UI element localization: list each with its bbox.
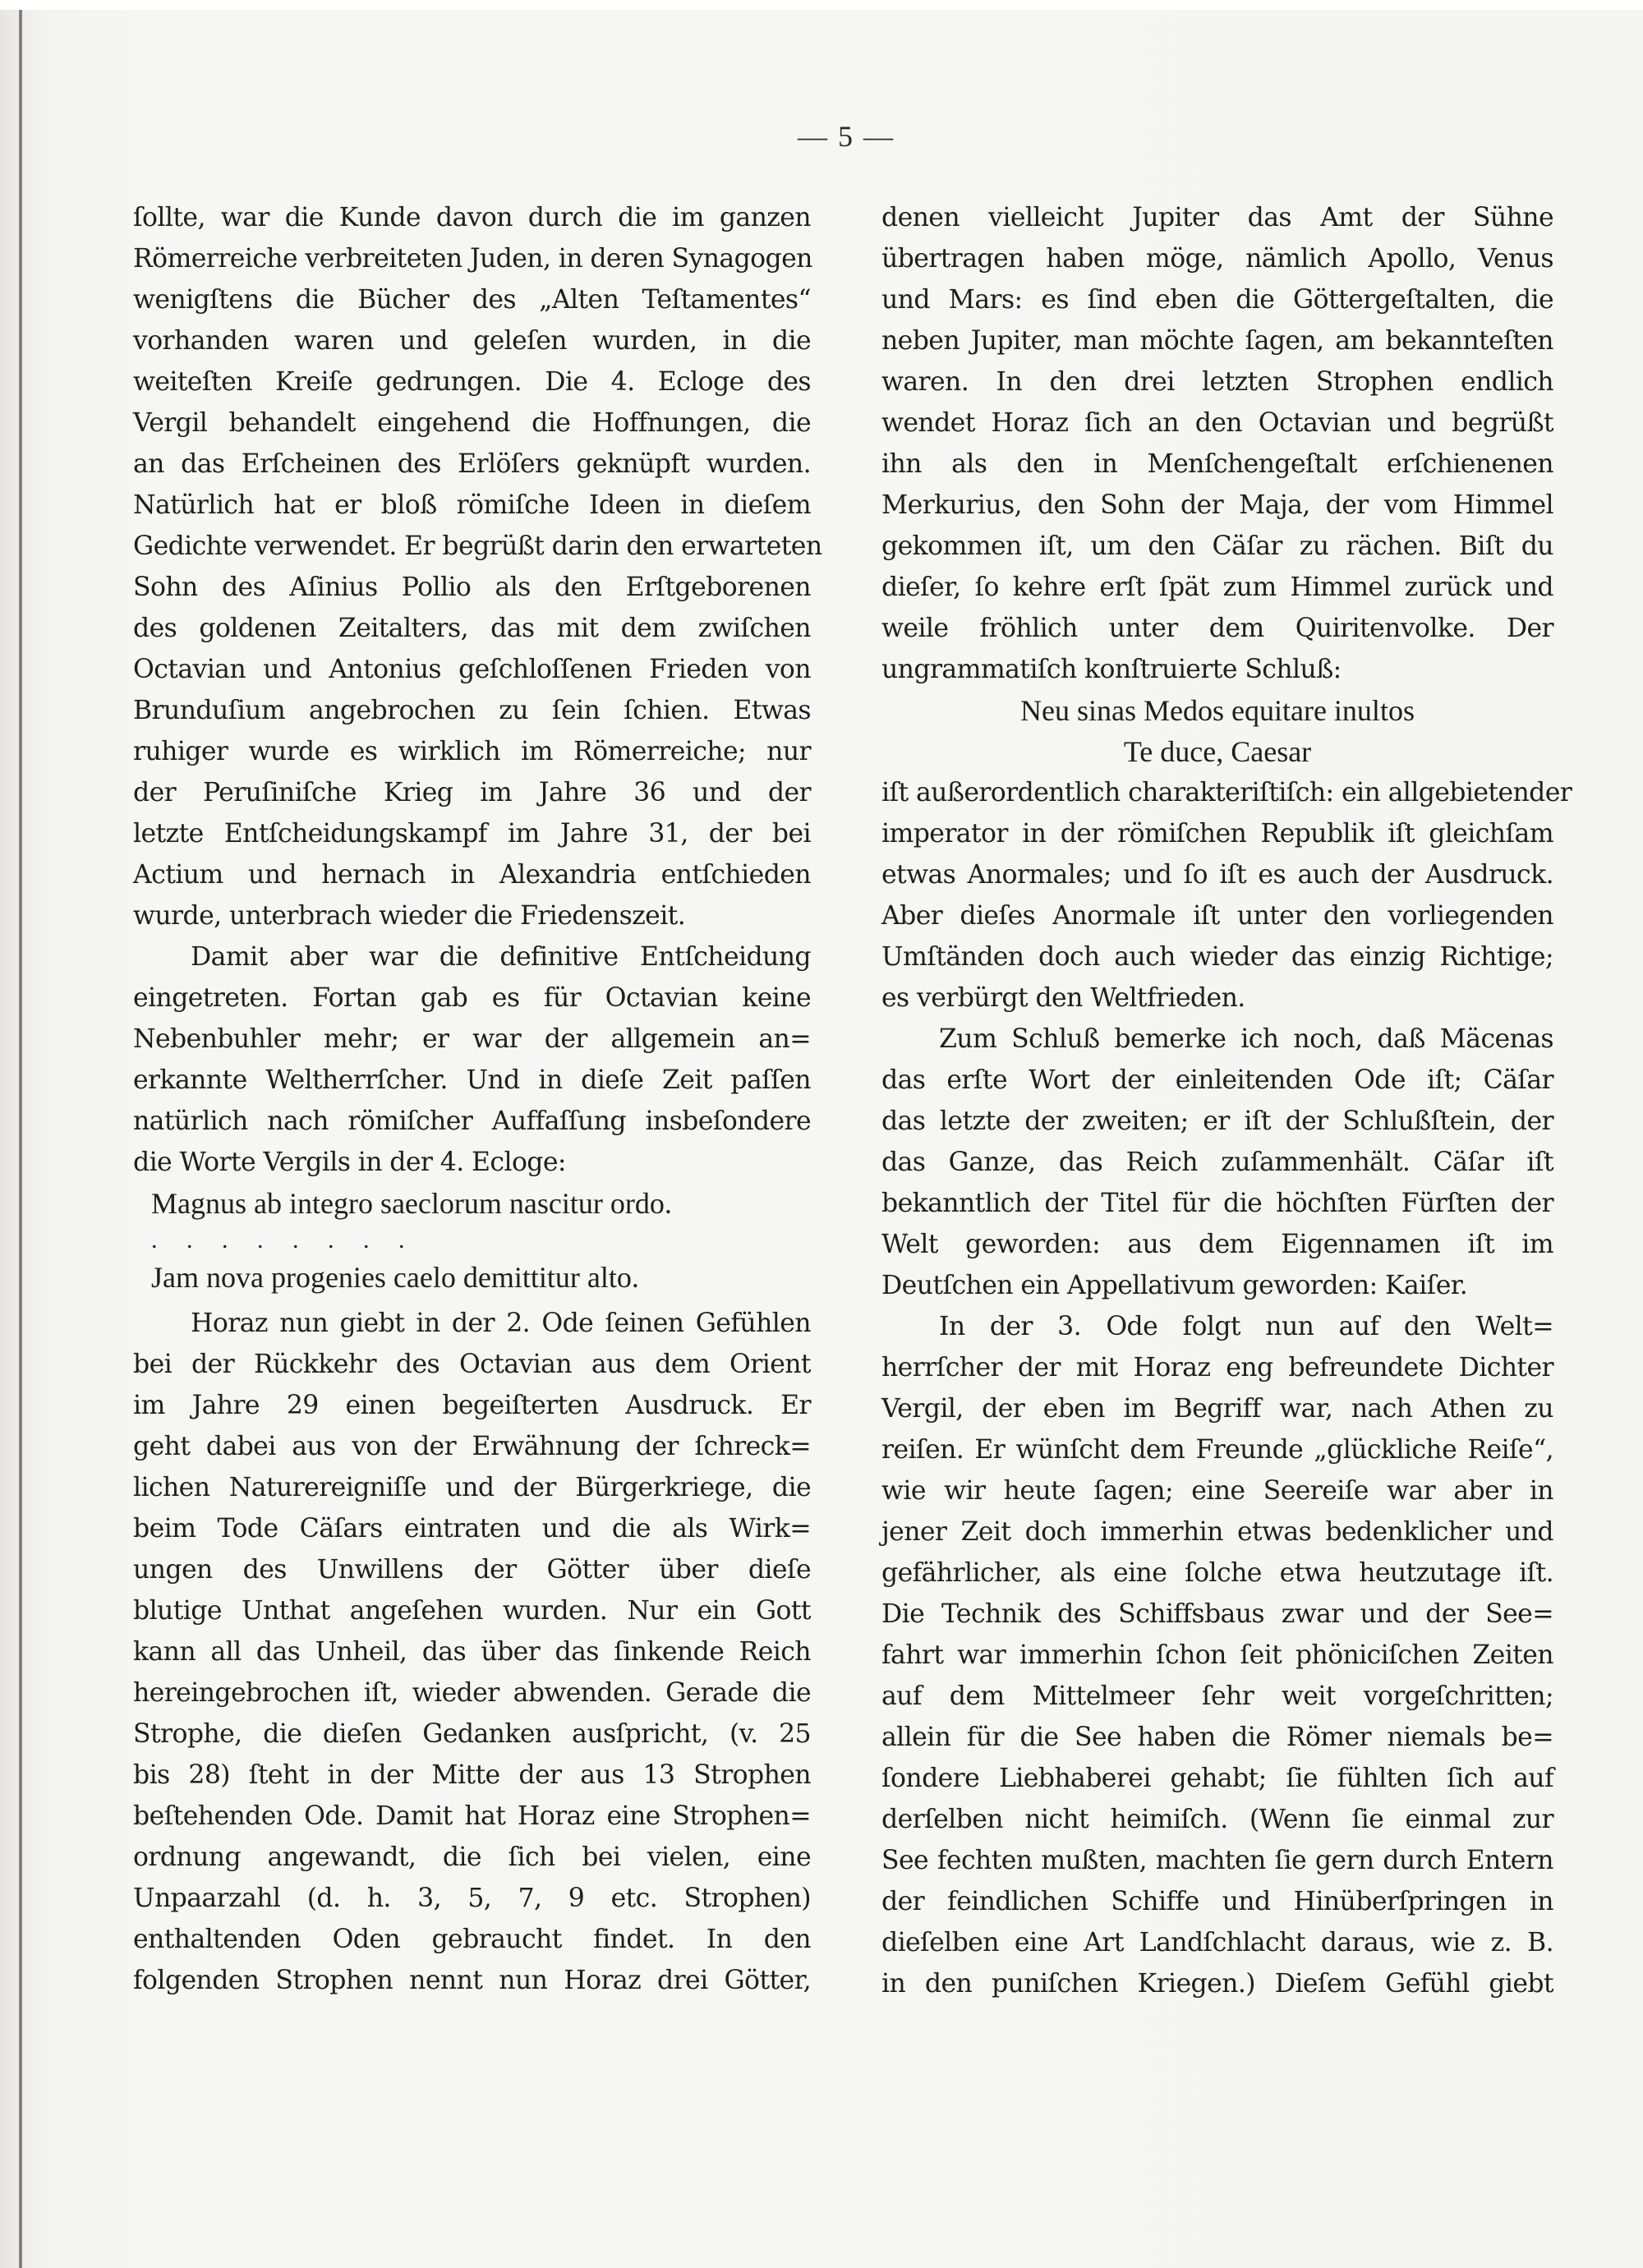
text-line: kann all das Unheil, das über das ſinkende Reich bbox=[133, 1637, 811, 1667]
text-line: wenigſtens die Bücher des „Alten Teſtamentes“ bbox=[133, 285, 811, 315]
text-line: auf dem Mittelmeer ſehr weit vorgeſchritten; bbox=[881, 1681, 1553, 1711]
text-line: es verbürgt den Weltfrieden. bbox=[881, 983, 1245, 1013]
text-line: weiteſten Kreiſe gedrungen. Die 4. Ecloge des bbox=[133, 367, 811, 397]
latin-quote-line: Magnus ab integro saeclorum nascitur ordo. bbox=[151, 1187, 672, 1220]
text-line: das erſte Wort der einleitenden Ode iſt; Cäſar bbox=[881, 1065, 1553, 1095]
text-line: der Peruſiniſche Krieg im Jahre 36 und der bbox=[133, 778, 811, 807]
text-line: Brunduſium angebrochen zu ſein ſchien. Etwas bbox=[133, 696, 811, 725]
text-line: ſollte, war die Kunde davon durch die im ganzen bbox=[133, 203, 811, 232]
text-line: Gedichte verwendet. Er begrüßt darin den erwarteten bbox=[133, 531, 822, 561]
text-line: Vergil behandelt eingehend die Hoffnungen, die bbox=[133, 408, 811, 438]
text-line: Strophe, die dieſen Gedanken ausſpricht, (v. 25 bbox=[133, 1719, 811, 1749]
text-line: wendet Horaz ſich an den Octavian und begrüßt bbox=[881, 408, 1553, 438]
text-line: ſondere Liebhaberei gehabt; ſie fühlten ſich auf bbox=[881, 1764, 1553, 1793]
text-line: weile fröhlich unter dem Quiritenvolke. Der bbox=[881, 614, 1553, 643]
latin-quote-line: Jam nova progenies caelo demittitur alto. bbox=[151, 1261, 639, 1294]
text-line: bekanntlich der Titel für die höchſten Fürſten der bbox=[881, 1189, 1553, 1218]
text-line: herrſcher der mit Horaz eng befreundete Dichter bbox=[881, 1353, 1553, 1382]
paragraph-start-line: Horaz nun giebt in der 2. Ode ſeinen Gefühlen bbox=[191, 1309, 811, 1338]
paragraph-start-line: Damit aber war die definitive Entſcheidung bbox=[191, 942, 811, 972]
text-line: neben Jupiter, man möchte ſagen, am bekannteſten bbox=[881, 326, 1553, 356]
text-line: lichen Naturereigniſſe und der Bürgerkriege, die bbox=[133, 1473, 811, 1502]
text-line: Natürlich hat er bloß römiſche Ideen in dieſem bbox=[133, 490, 811, 520]
text-line: waren. In den drei letzten Strophen endlich bbox=[881, 367, 1553, 397]
text-line: letzte Entſcheidungskampf im Jahre 31, der bei bbox=[133, 819, 811, 849]
text-line: beſtehenden Ode. Damit hat Horaz eine Strophen= bbox=[133, 1801, 811, 1831]
text-line: folgenden Strophen nennt nun Horaz drei Götter, bbox=[133, 1966, 811, 1995]
text-line: Actium und hernach in Alexandria entſchieden bbox=[133, 860, 811, 890]
text-line: übertragen haben möge, nämlich Apollo, Venus bbox=[881, 244, 1553, 274]
text-line: wie wir heute ſagen; eine Seereiſe war aber in bbox=[881, 1476, 1553, 1506]
text-line: ruhiger wurde es wirklich im Römerreiche; nur bbox=[133, 737, 811, 766]
text-line: ungrammatiſch konſtruierte Schluß: bbox=[881, 655, 1342, 684]
text-line: reiſen. Er wünſcht dem Freunde „glückliche Reiſe“, bbox=[881, 1435, 1553, 1465]
text-line: und Mars: es ſind eben die Göttergeſtalten, die bbox=[881, 285, 1553, 315]
text-line: die Worte Vergils in der 4. Ecloge: bbox=[133, 1148, 566, 1177]
ellipsis-dots: . . . . . . . . bbox=[151, 1226, 417, 1254]
text-line: Nebenbuhler mehr; er war der allgemein an= bbox=[133, 1024, 811, 1054]
text-line: jener Zeit doch immerhin etwas bedenklicher und bbox=[881, 1517, 1553, 1547]
text-line: Merkurius, den Sohn der Maja, der vom Himmel bbox=[881, 490, 1553, 520]
text-line: im Jahre 29 einen begeiſterten Ausdruck. Er bbox=[133, 1391, 811, 1420]
text-line: Aber dieſes Anormale iſt unter den vorliegenden bbox=[881, 901, 1553, 931]
paragraph-start-line: Zum Schluß bemerke ich noch, daß Mäcenas bbox=[939, 1024, 1553, 1054]
text-line: Octavian und Antonius geſchloſſenen Frieden von bbox=[133, 655, 811, 684]
text-line: imperator in der römiſchen Republik iſt gleichſam bbox=[881, 819, 1553, 849]
text-line: des goldenen Zeitalters, das mit dem zwiſchen bbox=[133, 614, 811, 643]
text-line: in den puniſchen Kriegen.) Dieſem Gefühl giebt bbox=[881, 1969, 1553, 1999]
text-line: Die Technik des Schiffsbaus zwar und der See= bbox=[881, 1599, 1553, 1629]
text-line: blutige Unthat angeſehen wurden. Nur ein Gott bbox=[133, 1596, 811, 1626]
text-line: wurde, unterbrach wieder die Friedenszeit. bbox=[133, 901, 686, 931]
text-line: vorhanden waren und geleſen wurden, in die bbox=[133, 326, 811, 356]
text-line: Römerreiche verbreiteten Juden, in deren Synagogen bbox=[133, 244, 812, 274]
paragraph-start-line: In der 3. Ode folgt nun auf den Welt= bbox=[939, 1312, 1553, 1341]
text-line: erkannte Weltherrſcher. Und in dieſe Zeit paſſen bbox=[133, 1065, 811, 1095]
page-number: — 5 — bbox=[798, 120, 895, 153]
text-line: natürlich nach römiſcher Auffaſſung insbeſondere bbox=[133, 1106, 811, 1136]
text-line: das letzte der zweiten; er iſt der Schlußſtein, der bbox=[881, 1106, 1553, 1136]
text-line: enthaltenden Oden gebraucht findet. In den bbox=[133, 1925, 811, 1954]
text-line: ihn als den in Menſchengeſtalt erſchienenen bbox=[881, 449, 1553, 479]
text-line: See fechten mußten, machten ſie gern durch Entern bbox=[881, 1846, 1553, 1875]
text-line: Sohn des Aſinius Pollio als den Erſtgeborenen bbox=[133, 573, 811, 602]
latin-quote-line: Neu sinas Medos equitare inultos bbox=[1020, 694, 1415, 727]
text-line: iſt außerordentlich charakteriſtiſch: ein allgebietender bbox=[881, 778, 1572, 807]
text-line: der feindlichen Schiffe und Hinüberſpringen in bbox=[881, 1887, 1553, 1916]
text-line: dieſer, ſo kehre erſt ſpät zum Himmel zurück und bbox=[881, 573, 1553, 602]
text-line: das Ganze, das Reich zuſammenhält. Cäſar iſt bbox=[881, 1148, 1553, 1177]
text-line: ungen des Unwillens der Götter über dieſe bbox=[133, 1555, 811, 1585]
text-line: Unpaarzahl (d. h. 3, 5, 7, 9 etc. Strophen) bbox=[133, 1884, 811, 1913]
scan-top-margin bbox=[0, 0, 1643, 10]
text-line: gekommen iſt, um den Cäſar zu rächen. Biſt du bbox=[881, 531, 1553, 561]
text-line: bis 28) ſteht in der Mitte der aus 13 Strophen bbox=[133, 1760, 811, 1790]
text-line: Welt geworden: aus dem Eigennamen iſt im bbox=[881, 1230, 1553, 1259]
text-line: derſelben nicht heimiſch. (Wenn ſie einmal zur bbox=[881, 1805, 1553, 1834]
text-line: denen vielleicht Jupiter das Amt der Sühne bbox=[881, 203, 1553, 232]
text-line: dieſelben eine Art Landſchlacht daraus, wie z. B. bbox=[881, 1928, 1553, 1957]
binding-edge bbox=[19, 10, 22, 2268]
latin-quote-line: Te duce, Caesar bbox=[1123, 735, 1312, 768]
left-column bbox=[133, 197, 822, 2001]
text-line: an das Erſcheinen des Erlöſers geknüpft wurden. bbox=[133, 449, 811, 479]
text-line: ordnung angewandt, die ſich bei vielen, eine bbox=[133, 1842, 811, 1872]
text-line: bei der Rückkehr des Octavian aus dem Orient bbox=[133, 1350, 811, 1379]
text-line: geht dabei aus von der Erwähnung der ſchreck= bbox=[133, 1432, 811, 1461]
text-line: fahrt war immerhin ſchon ſeit phöniciſchen Zeiten bbox=[881, 1640, 1553, 1670]
text-line: Deutſchen ein Appellativum geworden: Kaiſer. bbox=[881, 1271, 1468, 1300]
text-line: allein für die See haben die Römer niemals be= bbox=[881, 1723, 1553, 1752]
text-line: hereingebrochen iſt, wieder abwenden. Gerade die bbox=[133, 1678, 811, 1708]
text-line: etwas Anormales; und ſo iſt es auch der Ausdruck. bbox=[881, 860, 1553, 890]
text-line: eingetreten. Fortan gab es für Octavian keine bbox=[133, 983, 811, 1013]
text-line: beim Tode Cäſars eintraten und die als Wirk= bbox=[133, 1514, 811, 1543]
right-column bbox=[881, 197, 1572, 2004]
text-line: Vergil, der eben im Begriff war, nach Athen zu bbox=[881, 1394, 1553, 1424]
text-line: gefährlicher, als eine ſolche etwa heutzutage iſt. bbox=[881, 1558, 1553, 1588]
text-line: Umſtänden doch auch wieder das einzig Richtige; bbox=[881, 942, 1553, 972]
